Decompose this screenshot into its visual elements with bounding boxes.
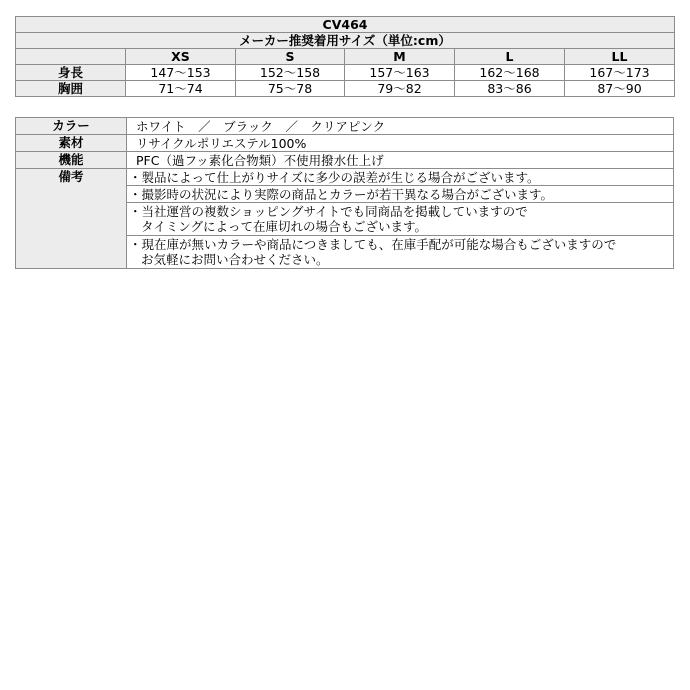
- note-item: [127, 236, 674, 269]
- note-item: [127, 186, 674, 203]
- spec-row-note-1: [16, 169, 674, 186]
- size-row-height: [16, 65, 675, 81]
- size-table: [15, 16, 675, 97]
- table-cell: 71〜74: [126, 81, 236, 97]
- table-cell: 167〜173: [565, 65, 675, 81]
- notes-label: 備考: [16, 169, 127, 269]
- spec-row-color: [16, 118, 674, 135]
- size-table-subtitle: メーカー推奨着用サイズ（単位:cm）: [16, 33, 675, 49]
- size-header-blank: [16, 49, 126, 65]
- note-line: ・当社運営の複数ショッピングサイトでも同商品を掲載していますので: [129, 204, 528, 219]
- function-value: PFC（過フッ素化合物類）不使用撥水仕上げ: [127, 152, 674, 169]
- row-label-height: 身長: [16, 65, 126, 81]
- table-cell: 87〜90: [565, 81, 675, 97]
- size-header-ll: LL: [565, 49, 675, 65]
- spec-table: [15, 117, 674, 269]
- spec-row-material: [16, 135, 674, 152]
- note-line: ・現在庫が無いカラーや商品につきましても、在庫手配が可能な場合もございますので: [129, 237, 617, 252]
- size-header-s: S: [236, 49, 345, 65]
- material-value: リサイクルポリエステル100%: [127, 135, 674, 152]
- product-code: CV464: [16, 17, 675, 33]
- table-cell: 162〜168: [455, 65, 565, 81]
- note-line: タイミングによって在庫切れの場合もございます。: [141, 219, 428, 234]
- size-header-m: M: [345, 49, 455, 65]
- table-cell: 83〜86: [455, 81, 565, 97]
- table-cell: 152〜158: [236, 65, 345, 81]
- note-line: ・製品によって仕上がりサイズに多少の誤差が生じる場合がございます。: [129, 169, 540, 185]
- size-header-xs: XS: [126, 49, 236, 65]
- note-line: お気軽にお問い合わせください。: [141, 252, 329, 267]
- table-cell: 157〜163: [345, 65, 455, 81]
- size-row-chest: [16, 81, 675, 97]
- table-cell: 79〜82: [345, 81, 455, 97]
- note-item: [127, 203, 674, 236]
- spec-row-function: [16, 152, 674, 169]
- function-label: 機能: [16, 152, 127, 169]
- size-header-l: L: [455, 49, 565, 65]
- table-cell: 147〜153: [126, 65, 236, 81]
- color-value: ホワイト ／ ブラック ／ クリアピンク: [127, 118, 674, 135]
- note-item: [127, 169, 674, 186]
- note-line: ・撮影時の状況により実際の商品とカラーが若干異なる場合がございます。: [129, 186, 554, 202]
- color-label: カラー: [16, 118, 127, 135]
- row-label-chest: 胸囲: [16, 81, 126, 97]
- material-label: 素材: [16, 135, 127, 152]
- table-cell: 75〜78: [236, 81, 345, 97]
